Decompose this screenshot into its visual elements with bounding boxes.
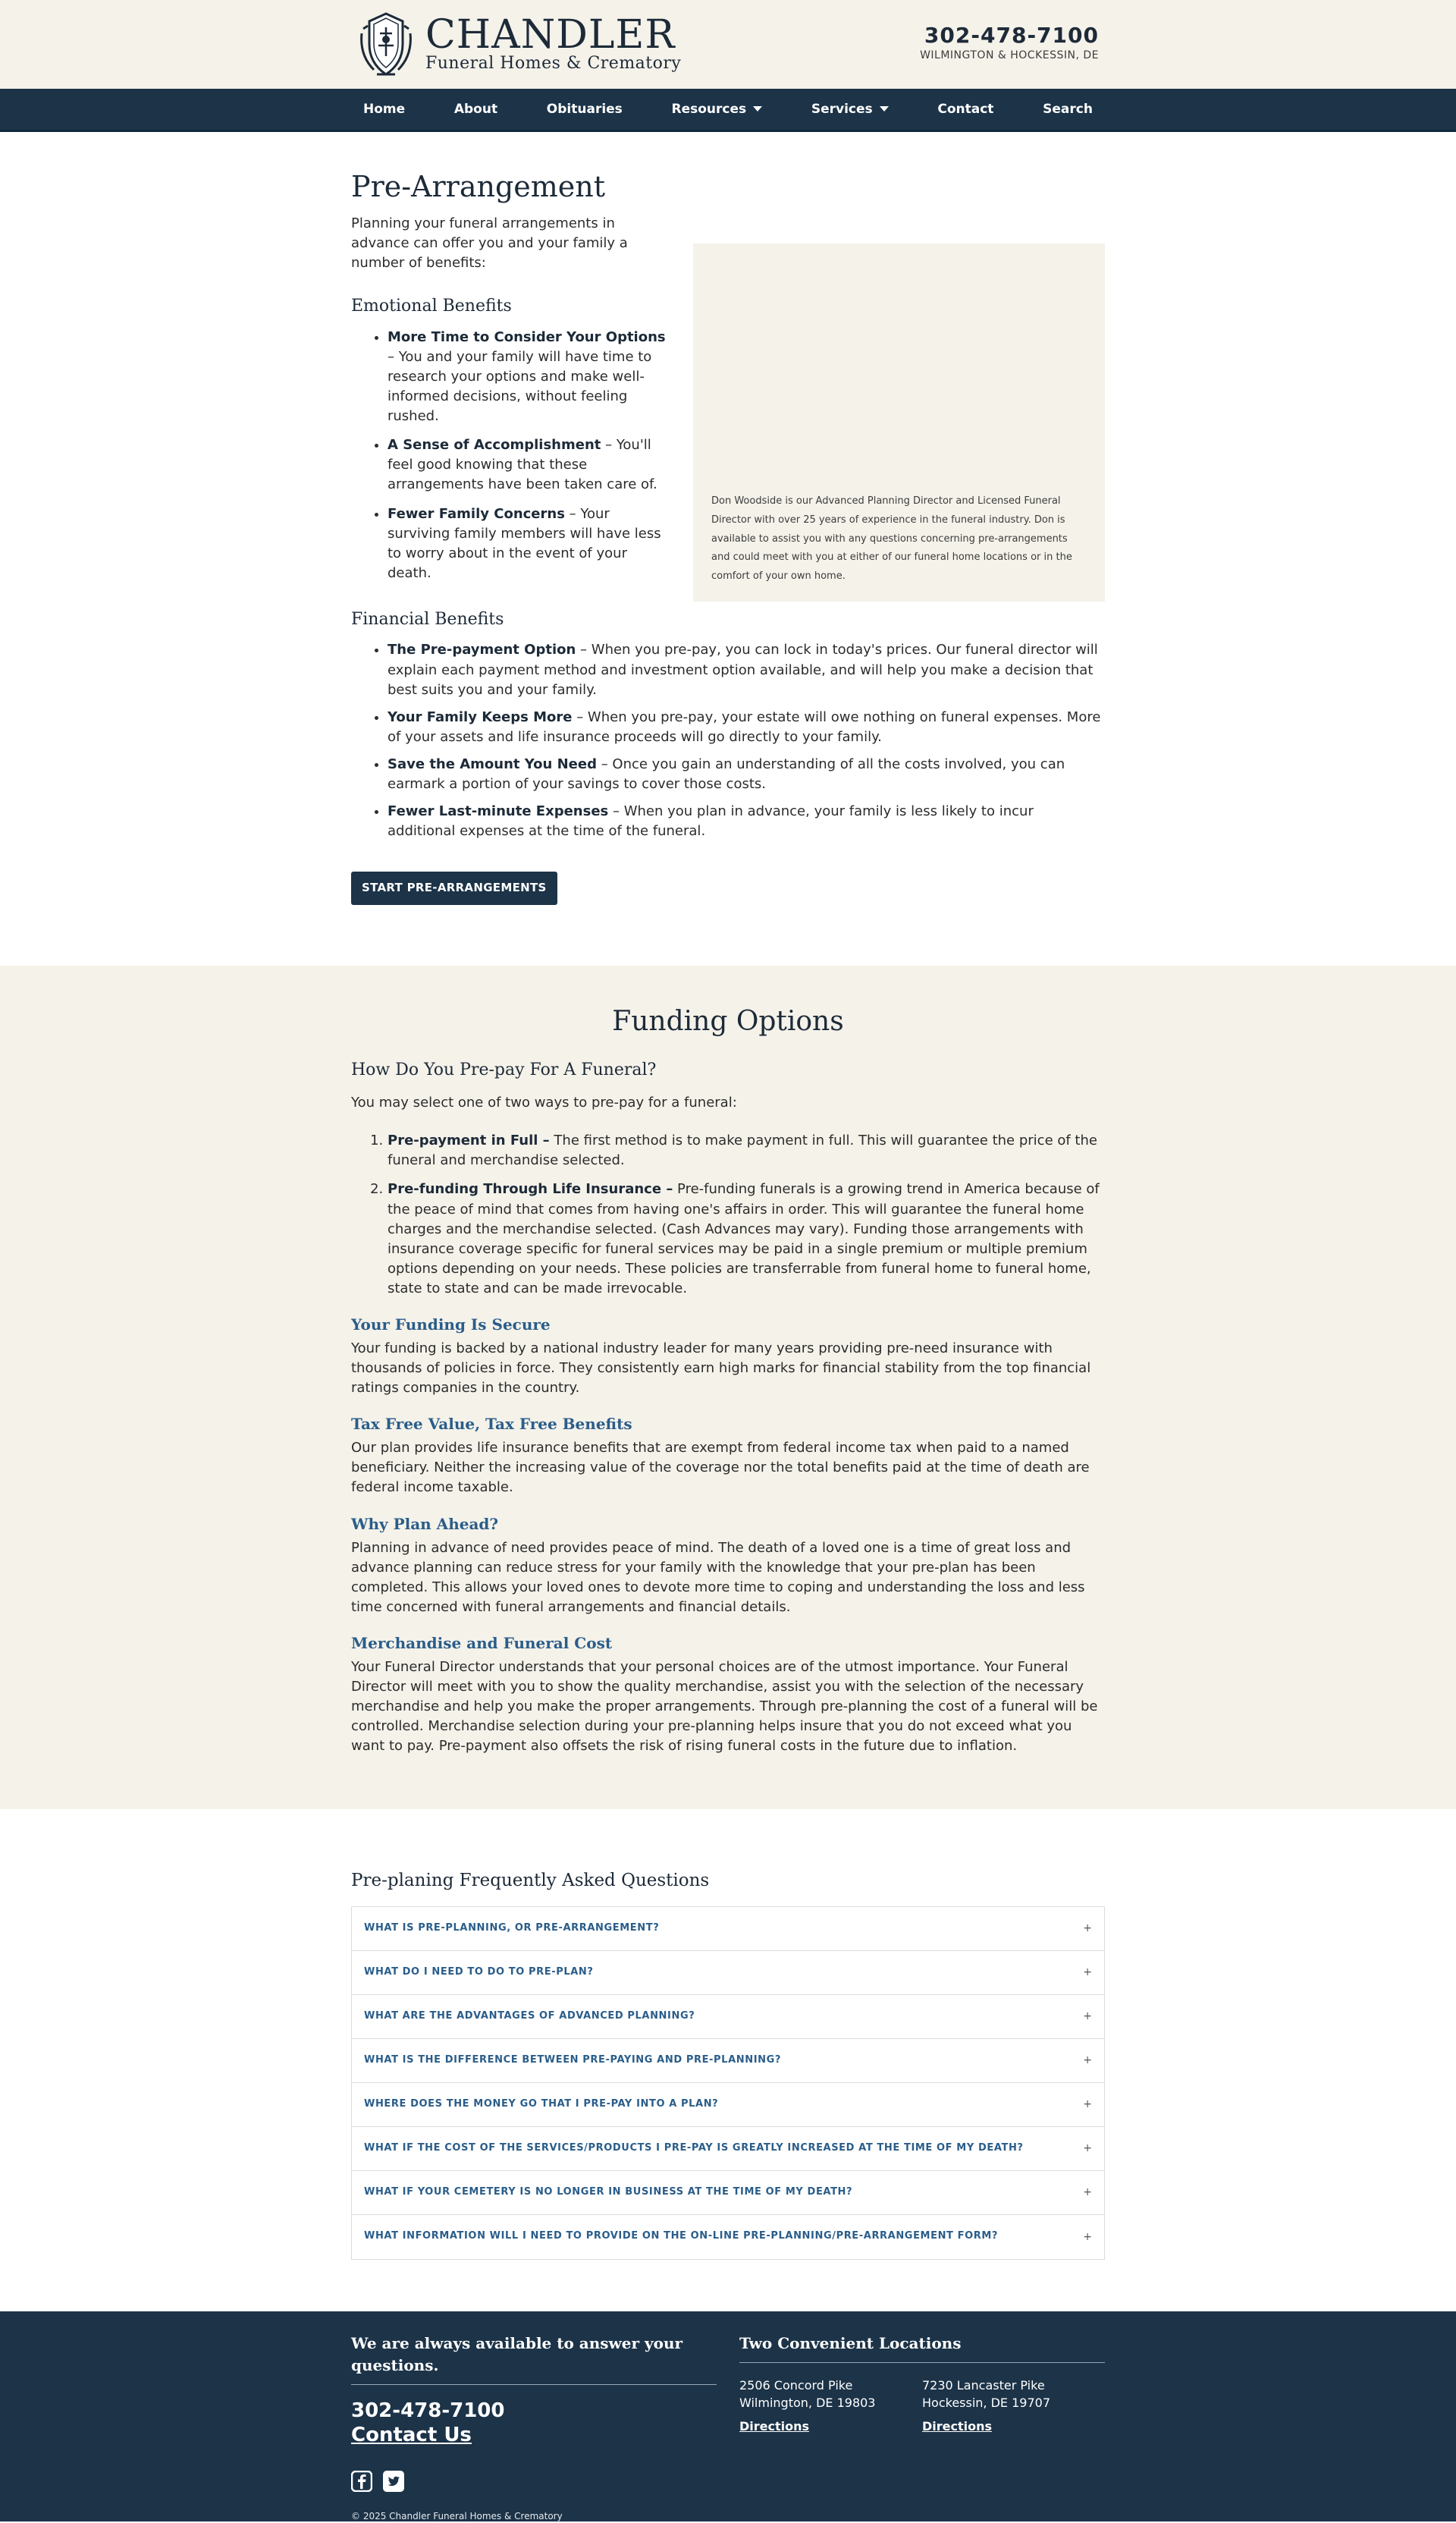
plus-icon: + bbox=[1083, 2142, 1092, 2155]
faq-title: Pre-planing Frequently Asked Questions bbox=[351, 1871, 710, 1891]
main-nav bbox=[0, 89, 1456, 132]
faq-question: WHAT ARE THE ADVANTAGES OF ADVANCED PLANNING? bbox=[364, 2009, 695, 2022]
item-text: – You and your family will have time to research your options and make well-informed decisions, without feeling rushed. bbox=[388, 348, 652, 425]
nav-home-label: Home bbox=[363, 101, 406, 117]
footer-left-title: We are always available to answer your questions. bbox=[351, 2333, 717, 2385]
plus-icon: + bbox=[1083, 2186, 1092, 2199]
header-locations: WILMINGTON & HOCKESSIN, DE bbox=[920, 49, 1099, 61]
location-address-line1: 7230 Lancaster Pike bbox=[922, 2377, 1045, 2393]
list-item bbox=[388, 504, 670, 583]
financial-benefits-heading: Financial Benefits bbox=[351, 609, 504, 629]
main-content bbox=[0, 132, 1456, 966]
item-text: – When you pre-pay, your estate will owe nothing on funeral expenses. More of your assets and life insurance proceeds will go directly to your family. bbox=[388, 709, 1101, 745]
item-title: Your Family Keeps More bbox=[388, 709, 573, 725]
footer-right-title: Two Convenient Locations bbox=[739, 2333, 1105, 2363]
funding-options-list bbox=[351, 1131, 1105, 1299]
location-wilmington bbox=[739, 2377, 922, 2436]
faq-section bbox=[0, 1809, 1456, 2311]
facebook-icon[interactable] bbox=[351, 2471, 372, 2492]
item-title: More Time to Consider Your Options bbox=[388, 328, 666, 345]
plus-icon: + bbox=[1083, 2054, 1092, 2067]
section-heading: Your Funding Is Secure bbox=[351, 1315, 551, 1334]
site-logo[interactable] bbox=[357, 11, 681, 77]
item-text: The first method is to make payment in full. This will guarantee the price of the funeral and merchandise selected. bbox=[388, 1133, 1097, 1169]
plus-icon: + bbox=[1083, 1922, 1092, 1935]
item-text: – When you pre-pay, you can lock in today's prices. Our funeral director will explain each payment method and investment option available, and will help you make a decision that best suits you and your family. bbox=[388, 642, 1098, 698]
faq-question: WHERE DOES THE MONEY GO THAT I PRE-PAY INTO A PLAN? bbox=[364, 2097, 719, 2110]
location-address-line1: 2506 Concord Pike bbox=[739, 2377, 853, 2393]
section-text: Your funding is backed by a national industry leader for many years providing pre-need insurance with thousands of policies in force. They consistently earn high marks for financial stability from the top financial ratings companies in the country. bbox=[351, 1340, 1091, 1397]
list-item bbox=[388, 435, 670, 495]
item-text: Pre-funding funerals is a growing trend in America because of the peace of mind that comes from having one's affairs in order. This will guarantee the funeral home charges and the merchandise selected. (Cash Advances may vary). Funding those arrangements with insurance coverage specific for funeral services may be paid in a single premium or multiple premium options depending on your needs. These policies are transferrable from funeral home to funeral home, state to state and can be made irrevocable. bbox=[388, 1181, 1100, 1296]
location-address-line2: Wilmington, DE 19803 bbox=[739, 2395, 876, 2410]
item-text: – When you plan in advance, your family is less likely to incur additional expenses at the time of the funeral. bbox=[388, 803, 1034, 840]
faq-item[interactable] bbox=[352, 2171, 1104, 2215]
crest-logo-icon bbox=[357, 11, 415, 77]
list-item bbox=[388, 1131, 1105, 1170]
faq-item[interactable] bbox=[352, 1951, 1104, 1995]
funding-title: Funding Options bbox=[612, 1006, 844, 1038]
faq-item[interactable] bbox=[352, 1907, 1104, 1951]
nav-obituaries-label: Obituaries bbox=[546, 101, 623, 117]
nav-contact[interactable] bbox=[931, 100, 999, 119]
faq-item[interactable] bbox=[352, 2127, 1104, 2171]
section-text: Planning in advance of need provides peace of mind. The death of a loved one is a time of great loss and advance planning can reduce stress for your family with the knowledge that your pre-plan has been completed. This allows your loved ones to devote more time to coping and understanding the loss and less time concerned with funeral arrangements and financial details. bbox=[351, 1539, 1085, 1615]
header-phone[interactable]: 302-478-7100 bbox=[924, 23, 1099, 48]
item-text: – You'll feel good knowing that these arrangements have been taken care of. bbox=[388, 437, 657, 493]
list-item bbox=[388, 755, 1105, 794]
section-heading: Merchandise and Funeral Cost bbox=[351, 1633, 613, 1652]
faq-item[interactable] bbox=[352, 2039, 1104, 2083]
nav-search[interactable] bbox=[1037, 100, 1099, 119]
location-hockessin bbox=[922, 2377, 1105, 2436]
directions-link[interactable]: Directions bbox=[739, 2419, 810, 2434]
funding-question: How Do You Pre-pay For A Funeral? bbox=[351, 1060, 657, 1080]
section-text: Your Funeral Director understands that your personal choices are of the utmost importance. Your Funeral Director will meet with you to show the quality merchandise, assist you with the selection of the necessary merchandise and help you make the proper arrangements. Through pre-planning the cost of a funeral will be controlled. Merchandise selection during your pre-planning helps insure that you do not exceed what you want to pay. Pre-payment also offsets the risk of rising funeral costs in the future due to inflation. bbox=[351, 1658, 1098, 1755]
emotional-benefits-list bbox=[351, 328, 670, 583]
footer-phone[interactable]: 302-478-7100 bbox=[351, 2399, 505, 2422]
brand-name: CHANDLER bbox=[425, 11, 676, 58]
nav-contact-label: Contact bbox=[937, 101, 994, 117]
faq-question: WHAT IS PRE-PLANNING, OR PRE-ARRANGEMENT? bbox=[364, 1921, 660, 1934]
item-title: A Sense of Accomplishment bbox=[388, 437, 601, 454]
site-header bbox=[0, 0, 1456, 89]
faq-item[interactable] bbox=[352, 2083, 1104, 2127]
emotional-benefits-heading: Emotional Benefits bbox=[351, 296, 512, 316]
directions-link[interactable]: Directions bbox=[922, 2419, 993, 2434]
caret-down-icon bbox=[753, 106, 762, 112]
location-address-line2: Hockessin, DE 19707 bbox=[922, 2395, 1050, 2410]
copyright: © 2025 Chandler Funeral Homes & Crematory bbox=[351, 2510, 563, 2521]
plus-icon: + bbox=[1083, 2230, 1092, 2243]
nav-resources[interactable] bbox=[666, 100, 769, 119]
nav-obituaries[interactable] bbox=[541, 100, 629, 119]
list-item bbox=[388, 708, 1105, 747]
item-title: Fewer Family Concerns bbox=[388, 505, 565, 522]
intro-text: Planning your funeral arrangements in advance can offer you and your family a number of benefits: bbox=[351, 215, 628, 271]
list-item bbox=[388, 802, 1105, 841]
photo-caption: Don Woodside is our Advanced Planning Director and Licensed Funeral Director with over 25 years of experience in the funeral industry. Don is available to assist you with any questions concerning pre-arrangements and could meet with you at either of our funeral home locations or in the comfort of your own home. bbox=[711, 495, 1072, 582]
section-heading: Why Plan Ahead? bbox=[351, 1514, 499, 1533]
nav-about[interactable] bbox=[448, 100, 504, 119]
plus-icon: + bbox=[1083, 2098, 1092, 2111]
list-item bbox=[388, 1180, 1105, 1299]
item-title: Save the Amount You Need bbox=[388, 756, 597, 772]
plus-icon: + bbox=[1083, 1966, 1092, 1979]
brand-subtitle: Funeral Homes & Crematory bbox=[425, 53, 682, 73]
site-footer bbox=[0, 2311, 1456, 2521]
nav-about-label: About bbox=[453, 101, 498, 117]
caret-down-icon bbox=[880, 106, 889, 112]
faq-question: WHAT IS THE DIFFERENCE BETWEEN PRE-PAYING AND PRE-PLANNING? bbox=[364, 2053, 782, 2066]
section-heading: Tax Free Value, Tax Free Benefits bbox=[351, 1415, 632, 1434]
nav-services-label: Services bbox=[811, 101, 873, 117]
list-item bbox=[388, 640, 1105, 699]
nav-home[interactable] bbox=[357, 100, 411, 119]
page-title: Pre-Arrangement bbox=[351, 170, 606, 203]
faq-question: WHAT INFORMATION WILL I NEED TO PROVIDE ON THE ON-LINE PRE-PLANNING/PRE-ARRANGEMENT FORM? bbox=[364, 2230, 999, 2242]
item-title: Pre-funding Through Life Insurance – bbox=[388, 1181, 673, 1198]
faq-question: WHAT IF THE COST OF THE SERVICES/PRODUCTS I PRE-PAY IS GREATLY INCREASED AT THE TIME OF MY DEATH? bbox=[364, 2141, 1024, 2154]
nav-services[interactable] bbox=[805, 100, 895, 119]
faq-item[interactable] bbox=[352, 2215, 1104, 2259]
faq-accordion bbox=[351, 1906, 1105, 2260]
item-title: Fewer Last-minute Expenses bbox=[388, 803, 609, 820]
nav-resources-label: Resources bbox=[671, 101, 747, 117]
item-title: The Pre-payment Option bbox=[388, 642, 576, 658]
faq-question: WHAT IF YOUR CEMETERY IS NO LONGER IN BUSINESS AT THE TIME OF MY DEATH? bbox=[364, 2185, 853, 2198]
footer-contact-link[interactable]: Contact Us bbox=[351, 2424, 472, 2447]
item-text: – Your surviving family members will have less to worry about in the event of your death. bbox=[388, 505, 661, 581]
twitter-icon[interactable] bbox=[383, 2471, 404, 2492]
start-pre-arrangements-button[interactable]: START PRE-ARRANGEMENTS bbox=[351, 872, 557, 905]
faq-item[interactable] bbox=[352, 1995, 1104, 2039]
staff-photo-card bbox=[693, 244, 1105, 602]
section-text: Our plan provides life insurance benefits that are exempt from federal income tax when paid to a named beneficiary. Neither the increasing value of the coverage nor the total benefits paid at the time of death are federal income taxable. bbox=[351, 1440, 1090, 1496]
faq-question: WHAT DO I NEED TO DO TO PRE-PLAN? bbox=[364, 1965, 594, 1978]
funding-lead: You may select one of two ways to pre-pay for a funeral: bbox=[351, 1095, 737, 1111]
funding-options-section bbox=[0, 966, 1456, 1809]
plus-icon: + bbox=[1083, 2010, 1092, 2023]
item-title: Pre-payment in Full – bbox=[388, 1133, 550, 1149]
nav-search-label: Search bbox=[1043, 101, 1093, 117]
list-item bbox=[388, 328, 670, 426]
item-text: – Once you gain an understanding of all the costs involved, you can earmark a portion of your savings to cover those costs. bbox=[388, 756, 1065, 793]
financial-benefits-list bbox=[351, 640, 1105, 841]
